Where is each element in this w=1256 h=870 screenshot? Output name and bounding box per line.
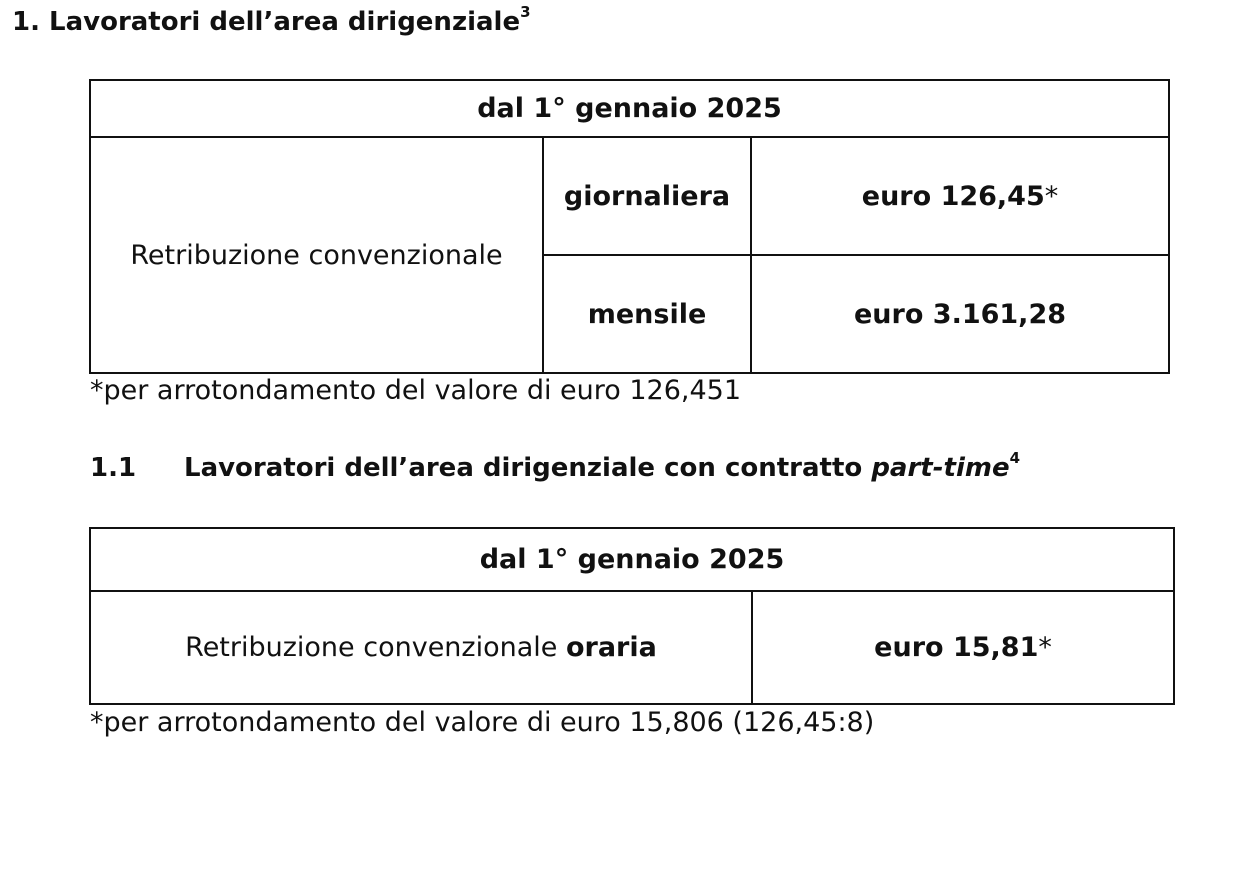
section-1-1-heading xyxy=(90,448,1020,488)
daily-label: giornaliera xyxy=(543,137,751,255)
table-1 xyxy=(89,79,1170,374)
hourly-value-cell xyxy=(752,591,1174,704)
daily-value-cell xyxy=(751,137,1169,255)
hourly-asterisk: * xyxy=(1038,632,1052,663)
monthly-value: euro 3.161,28 xyxy=(751,255,1169,373)
table-2-row-label: Retribuzione convenzionale xyxy=(185,632,566,663)
section-1-1-heading-italic: part-time xyxy=(871,453,1010,483)
table-2-row-label-bold: oraria xyxy=(565,632,657,663)
section-1-1-heading-text: Lavoratori dell’area dirigenziale con contratto xyxy=(184,453,872,483)
table-1-note: *per arrotondamento del valore di euro 126,451 xyxy=(90,375,742,406)
table-1-header: dal 1° gennaio 2025 xyxy=(90,80,1169,137)
table-2-note: *per arrotondamento del valore di euro 15,806 (126,45:8) xyxy=(90,707,875,738)
monthly-label: mensile xyxy=(543,255,751,373)
hourly-value: euro 15,81 xyxy=(874,632,1039,663)
daily-asterisk: * xyxy=(1044,180,1059,212)
table-1-row-label: Retribuzione convenzionale xyxy=(90,137,543,373)
daily-value: euro 126,45 xyxy=(861,180,1045,212)
table-2-header: dal 1° gennaio 2025 xyxy=(90,528,1174,591)
table-2 xyxy=(89,527,1175,705)
table-2-row-label-cell xyxy=(90,591,752,704)
footnote-ref-3: 3 xyxy=(520,3,531,21)
section-1-heading xyxy=(12,2,531,42)
section-1-heading-text: 1. Lavoratori dell’area dirigenziale xyxy=(12,7,521,37)
footnote-ref-4: 4 xyxy=(1009,449,1021,467)
section-1-1-number: 1.1 xyxy=(90,453,137,483)
